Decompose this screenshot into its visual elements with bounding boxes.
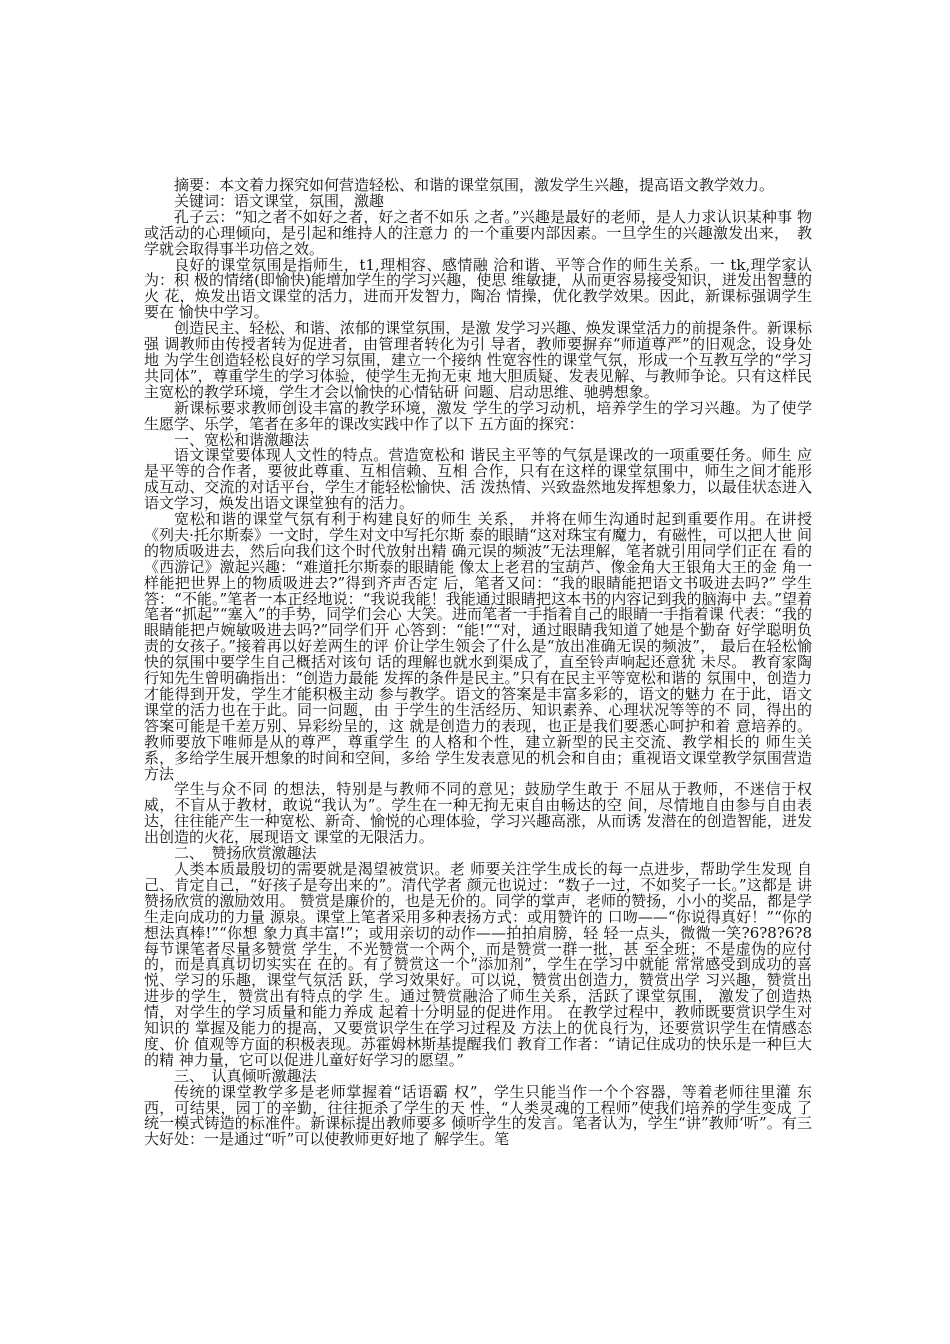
- paragraph-confucius: 孔子云：“知之者不如好之者，好之者不如乐 之者。”兴趣是最好的老师，是人力求认识某种事 物或活动的心理倾向，是引起和维持人的注意力 的一个重要内部因素。一旦学生的兴趣激发出来， 教学就会取得事半功倍之效。: [144, 207, 812, 258]
- paragraph-curriculum-requirements: 新课标要求教师创设丰富的教学环境，激发 学生的学习动机，培养学生的学习兴趣。为了使学 生愿学、乐学，笔者在多年的课改实践中作了以下 五方面的探究：: [144, 398, 812, 433]
- section-heading-2: 二、 赞扬欣赏激趣法: [174, 844, 317, 863]
- paragraph-tolstoy-example: 宽松和谐的课堂气氛有利于构建良好的师生 关系， 并将在师生沟通时起到重要作用。在讲授《列夫·托尔斯泰》一文时，学生对文中写托尔斯 泰的眼睛“这对珠宝有魔力，有磁性，可以把人世 间的物质吸进去，然后向我们这个时代放射出精 确元误的频波”无法理解，笔者就引用同学们正在 看的《西游记》激起兴趣：“难道托尔斯泰的眼睛能 像太上老君的宝葫芦、像金角大王银角大王的金 角一样能把世界上的物质吸进去?”得到齐声否定 后，笔者又问：“我的眼睛能把语文书吸进去吗?” 学生答：“不能。”笔者一本正经地说：“我说我能！我能通过眼睛把这本书的内容记到我的脑海中 去。”望着笔者“抓起”“塞入”的手势，同学们会心 大笑。进而笔者一手指着自己的眼睛一手指着课 代表：“我的眼睛能把卢婉敏吸进去吗?”同学们开 心答到：“能!”“对，通过眼睛我知道了她是个勤奋 好学聪明负责的女孩子。”接着再以好差两生的评 价让学生领会了什么是“放出准确无误的频波”， 最后在轻松愉快的氛围中要学生自己概括对该句 话的理解也就水到渠成了，直至铃声响起还意犹 未尽。 教育家陶行知先生曾明确指出：“创造力最能 发挥的条件是民主。”只有在民主平等宽松和谐的 氛围中，创造力才能得到开发，学生才能积极主动 参与教学。语文的答案是丰富多彩的，语文的魅力 在于此，语文课堂的活力也在于此。同一问题，由 于学生的生活经历、知识素养、心理状况等等的不 同，得出的答案可能是千差万别、异彩纷呈的，这 就是创造力的表现，也正是我们要悉心呵护和着 意培养的。教师要放下唯师是从的尊严，尊重学生 的人格和个性，建立新型的民主交流、教学相长的 师生关系，多给学生展开想象的时间和空间，多给 学生发表意见的机会和自由；重视语文课堂教学氛围营造方法: [144, 510, 812, 783]
- keywords: 关键词：语文课堂，氛围，激趣: [174, 191, 385, 210]
- paragraph-independent-thinking: 学生与众不同 的想法，特别是与教师不同的意见；鼓励学生敢于 不屈从于教师，不迷信于权威，不盲从于教材，敢说“我认为”。学生在一种无拘无束自由畅达的空 间，尽情地自由参与自由表达，往往能产生一种宽松、新奇、愉悦的心理体验，学习兴趣高涨，从而诱 发潜在的创造智能，迸发出创造的火花，展现语文 课堂的无限活力。: [144, 780, 812, 847]
- paragraph-appreciation: 人类本质最殷切的需要就是渴望被赏识。老 师要关注学生成长的每一点进步，帮助学生发现 自己、肯定自己，“好孩子是夸出来的”。清代学者 颜元也说过：“数子一过，不如奖子一长。”这都是 讲赞扬欣赏的激励效用。 赞赏是廉价的，也是无价的。同学的掌声，老师的赞扬，小小的奖品，都是学生走向成功的力量 源泉。课堂上笔者采用多种表扬方式：或用赞许的 口吻——“你说得真好！”“你的想法真棒!”“你想 象力真丰富!”；或用亲切的动作——拍拍肩膀，轻 轻一点头，微微一笑?6?8?6?8 每节课笔者尽量多赞赏 学生，不光赞赏一个两个，而是赞赏一群一批，甚 至全班；不是虚伪的应付的，而是真真切切实实在 在的。有了赞赏这一个“添加剂”，学生在学习中就能 常常感受到成功的喜悦、学习的乐趣，课堂气氛活 跃，学习效果好。可以说，赞赏出创造力，赞赏出学 习兴趣，赞赏出进步的学生，赞赏出有特点的学 生。通过赞赏融洽了师生关系，活跃了课堂氛围， 激发了创造热情，对学生的学习质量和能力养成 起着十分明显的促进作用。 在教学过程中，教师既要赏识学生对知识的 掌握及能力的提高，又要赏识学生在学习过程及 方法上的优良行为，还要赏识学生在情感态度、价 值观等方面的积极表现。苏霍姆林斯基提醒我们 教育工作者：“请记住成功的快乐是一种巨大的精 神力量，它可以促进儿童好好学习的愿望。”: [144, 859, 812, 1069]
- article-body: [144, 178, 812, 1148]
- abstract: 摘要：本文着力探究如何营造轻松、和谐的课堂氛围，激发学生兴趣，提高语文教学效力。: [174, 176, 775, 194]
- paragraph-humanistic: 语文课堂要体现人文性的特点。营造宽松和 谐民主平等的气氛是课改的一项重要任务。师生 应是平等的合作者，要彼此尊重、互相信赖、互相 合作，只有在这样的课堂氛围中，师生之间才能形 成互动、交流的对话平台，学生才能轻松愉快、活 泼热情、兴致盎然地发挥想象力，以最佳状态进入 语文学习，焕发出语文课堂独有的活力。: [144, 446, 812, 513]
- paragraph-democratic-atmosphere: 创造民主、轻松、和谐、浓郁的课堂氛围，是激 发学习兴趣、焕发课堂活力的前提条件。新课标强 调教师由传授者转为促进者，由管理者转化为引 导者，教师要摒弃“师道尊严”的旧观念，设身处地 为学生创造轻松良好的学习氛围，建立一个接纳 性宽容性的课堂气氛，形成一个互教互学的“学习 共同体”，尊重学生的学习体验，使学生无拘无束 地大胆质疑、发表见解、与教师争论。只有这样民 主宽松的教学环境，学生才会以愉快的心情钻研 问题、启动思维、驰骋想象。: [144, 319, 812, 401]
- section-heading-1: 一、宽松和谐激趣法: [174, 430, 310, 449]
- section-heading-3: 三、 认真倾听激趣法: [174, 1066, 317, 1085]
- paragraph-classroom-atmosphere: 良好的课堂氛围是指师生，t1,理相容、感情融 洽和谐、平等合作的师生关系。一 tk,理学家认为：积 极的情绪(即愉快)能增加学生的学习兴趣，使思 维敏捷，从而更容易接受知识，迸发出智慧的火 花，焕发出语文课堂的活力，进而开发智力，陶冶 情操，优化教学效果。因此，新课标强调学生要在 愉快中学习。: [144, 255, 812, 322]
- paragraph-listening: 传统的课堂教学多是老师掌握着“话语霸 权”，学生只能当作一个个容器，等着老师往里灌 东西，可结果，园丁的辛勤，往往扼杀了学生的天 性，“人类灵魂的工程师”使我们培养的学生变成 了统一模式铸造的标准件。新课标提出教师要多 倾听学生的发言。笔者认为，学生“讲”教师‘听”。有三大好处：一是通过“听”可以使教师更好地了 解学生。笔: [144, 1082, 812, 1149]
